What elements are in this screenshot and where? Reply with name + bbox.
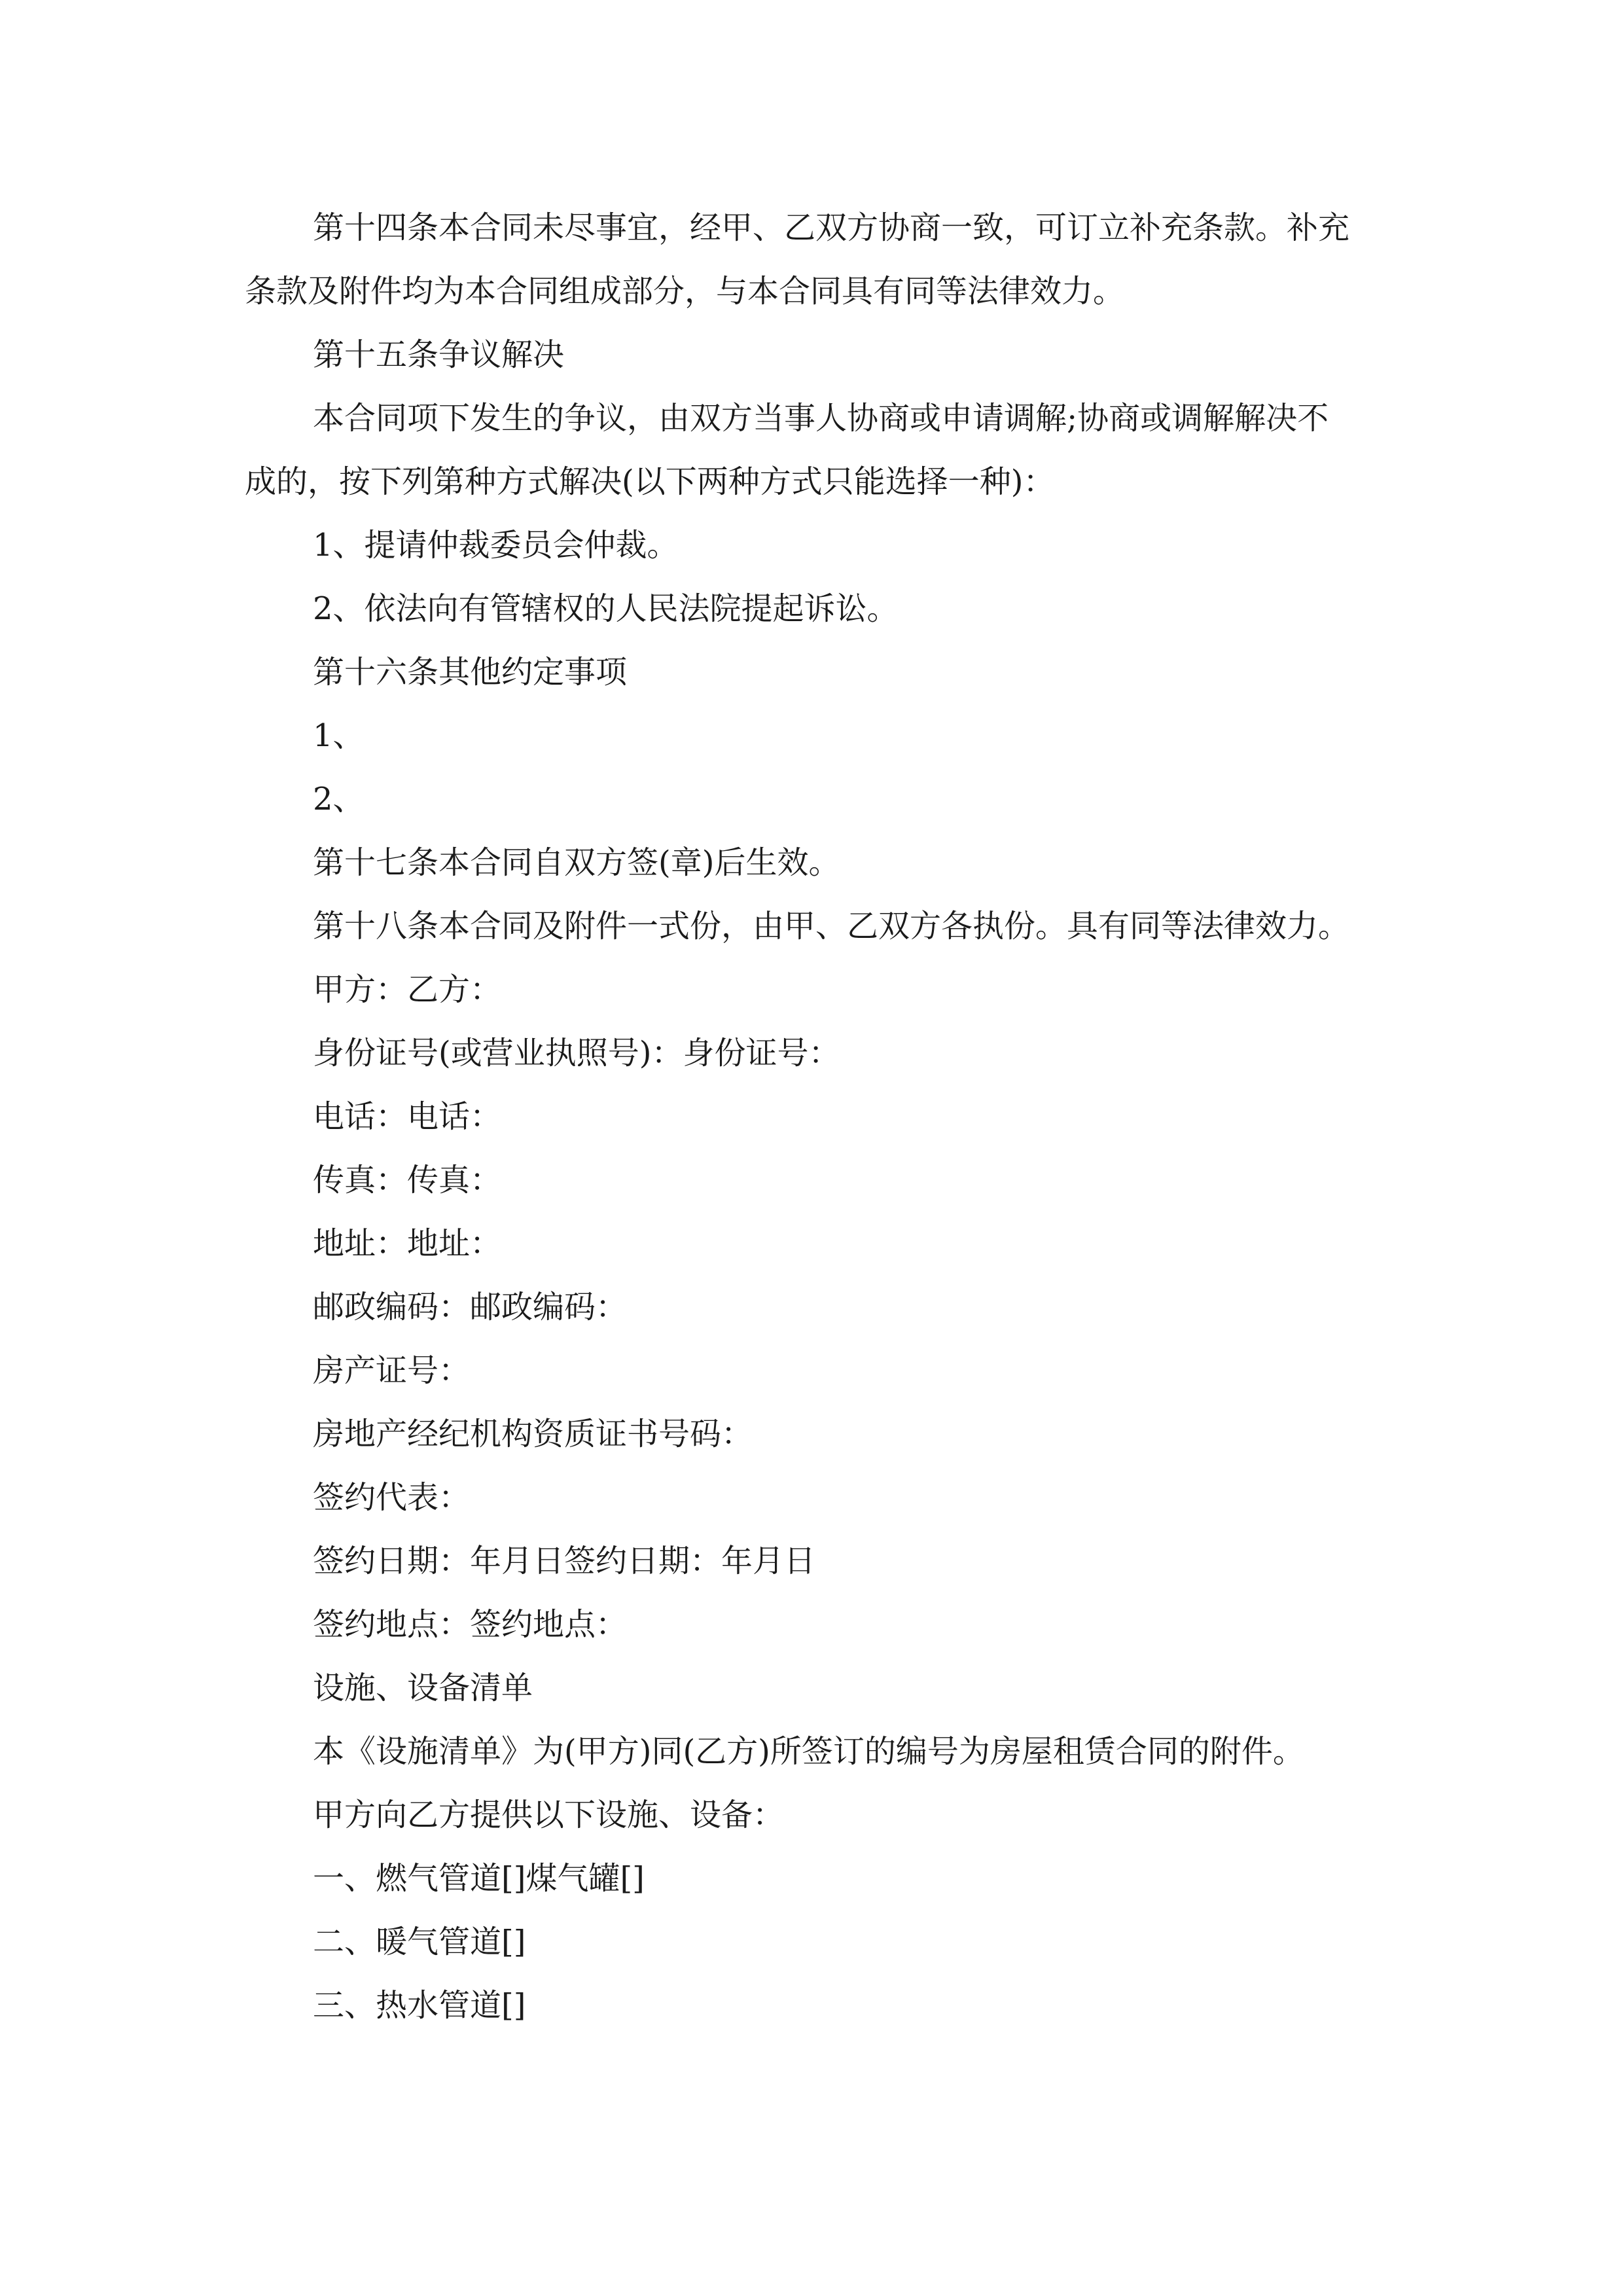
option-litigation: 2、依法向有管辖权的人民法院提起诉讼。 xyxy=(313,590,899,627)
other-item-2: 2、 xyxy=(313,781,365,817)
equipment-list-intro: 本《设施清单》为(甲方)同(乙方)所签订的编号为房屋租赁合同的附件。 xyxy=(313,1733,1304,1770)
equipment-item-gas: 一、燃气管道[]煤气罐[] xyxy=(313,1860,645,1897)
clause-16-heading: 第十六条其他约定事项 xyxy=(313,654,628,691)
party-line: 甲方：乙方： xyxy=(313,971,502,1008)
address-line: 地址：地址： xyxy=(313,1225,502,1262)
option-arbitration: 1、提请仲裁委员会仲裁。 xyxy=(313,527,679,564)
paragraph-line: 本合同项下发生的争议，由双方当事人协商或申请调解;协商或调解解决不 xyxy=(313,400,1329,437)
agency-cert-line: 房地产经纪机构资质证书号码： xyxy=(313,1416,753,1452)
signing-place-line: 签约地点：签约地点： xyxy=(313,1606,628,1643)
clause-17: 第十七条本合同自双方签(章)后生效。 xyxy=(313,844,840,881)
clause-15-heading: 第十五条争议解决 xyxy=(313,336,565,373)
other-item-1: 1、 xyxy=(313,717,365,754)
document-body xyxy=(245,196,1397,2037)
equipment-item-heating: 二、暖气管道[] xyxy=(313,1924,526,1960)
fax-line: 传真：传真： xyxy=(313,1162,502,1198)
paragraph-line: 第十四条本合同未尽事宜，经甲、乙双方协商一致，可订立补充条款。补充 xyxy=(313,209,1350,246)
equipment-provided-line: 甲方向乙方提供以下设施、设备： xyxy=(313,1797,785,1833)
clause-18: 第十八条本合同及附件一式份，由甲、乙双方各执份。具有同等法律效力。 xyxy=(313,908,1350,944)
dispute-paragraph xyxy=(245,387,1397,514)
id-number-line: 身份证号(或营业执照号)：身份证号： xyxy=(313,1035,840,1071)
signing-date-line: 签约日期：年月日签约日期：年月日 xyxy=(313,1543,816,1579)
phone-line: 电话：电话： xyxy=(313,1098,502,1135)
clause-14-paragraph xyxy=(245,196,1397,323)
postal-code-line: 邮政编码：邮政编码： xyxy=(313,1289,628,1325)
paragraph-continuation: 条款及附件均为本合同组成部分，与本合同具有同等法律效力。 xyxy=(245,273,1125,310)
paragraph-continuation: 成的，按下列第种方式解决(以下两种方式只能选择一种)： xyxy=(245,463,1055,500)
property-cert-line: 房产证号： xyxy=(313,1352,471,1389)
signing-rep-line: 签约代表： xyxy=(313,1479,471,1516)
equipment-item-hot-water: 三、热水管道[] xyxy=(313,1987,526,2024)
equipment-list-heading: 设施、设备清单 xyxy=(313,1670,533,1706)
